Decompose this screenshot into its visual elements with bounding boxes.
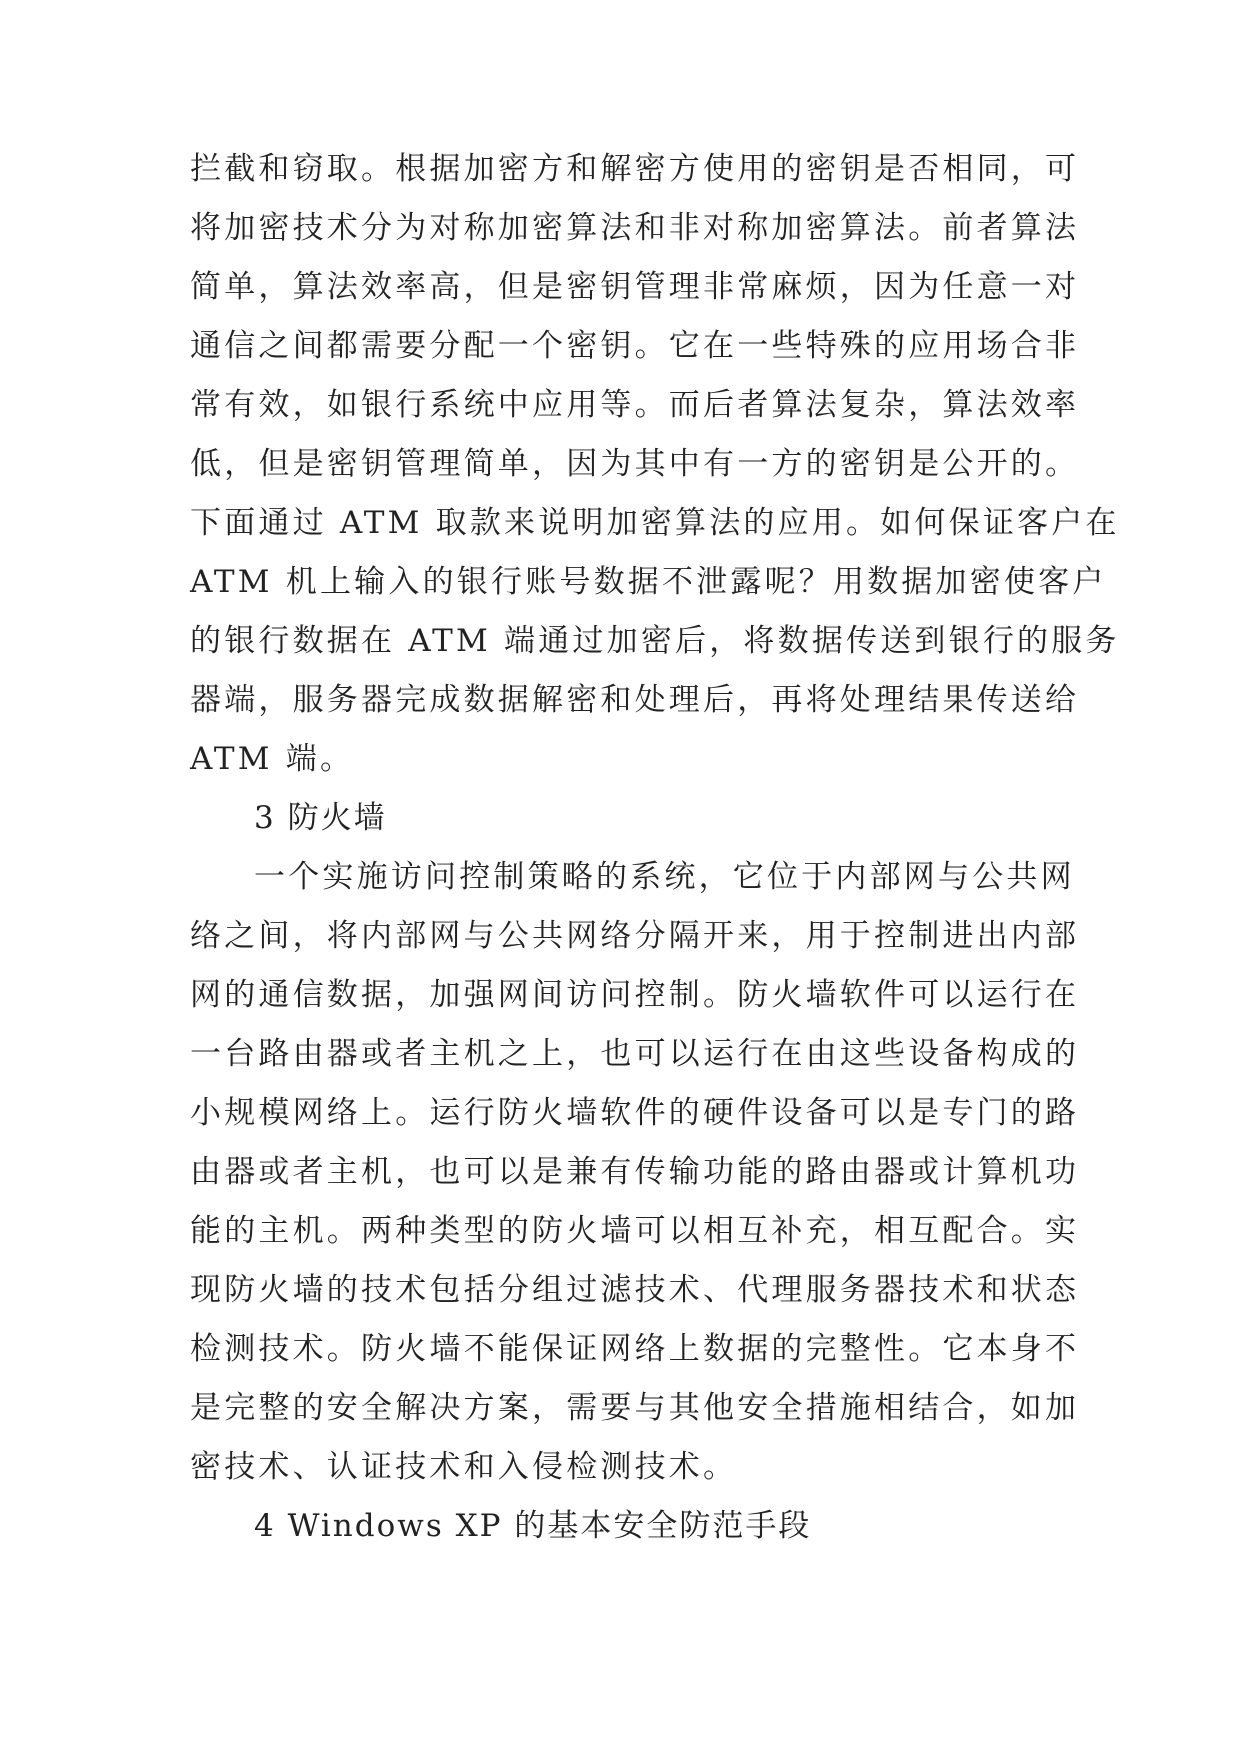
paragraph-1-line: ATM 端。 (190, 741, 355, 777)
paragraph-2-line: 小规模网络上。运行防火墙软件的硬件设备可以是专门的路 (190, 1095, 1080, 1131)
paragraph-1-line: ATM 机上输入的银行账号数据不泄露呢？用数据加密使客户 (190, 564, 1107, 600)
paragraph-1-line: 的银行数据在 ATM 端通过加密后，将数据传送到银行的服务 (190, 623, 1120, 659)
paragraph-2-line: 能的主机。两种类型的防火墙可以相互补充，相互配合。实 (190, 1213, 1080, 1249)
paragraph-1-line: 下面通过 ATM 取款来说明加密算法的应用。如何保证客户在 (190, 505, 1120, 541)
paragraph-2-line: 一个实施访问控制策略的系统，它位于内部网与公共网 (254, 859, 1075, 895)
paragraph-1-line: 通信之间都需要分配一个密钥。它在一些特殊的应用场合非 (190, 328, 1080, 364)
paragraph-2-line: 络之间，将内部网与公共网络分隔开来，用于控制进出内部 (190, 918, 1080, 954)
paragraph-2-line: 是完整的安全解决方案，需要与其他安全措施相结合，如加 (190, 1390, 1080, 1426)
section-heading-3: 3 防火墙 (254, 800, 387, 836)
paragraph-2-line: 检测技术。防火墙不能保证网络上数据的完整性。它本身不 (190, 1331, 1080, 1367)
paragraph-2-line: 现防火墙的技术包括分组过滤技术、代理服务器技术和状态 (190, 1272, 1080, 1308)
paragraph-2-line: 一台路由器或者主机之上，也可以运行在由这些设备构成的 (190, 1036, 1080, 1072)
paragraph-1-line: 将加密技术分为对称加密算法和非对称加密算法。前者算法 (190, 210, 1080, 246)
paragraph-1-line: 拦截和窃取。根据加密方和解密方使用的密钥是否相同，可 (190, 151, 1080, 187)
paragraph-1-line: 常有效，如银行系统中应用等。而后者算法复杂，算法效率 (190, 387, 1080, 423)
section-heading-4: 4 Windows XP 的基本安全防范手段 (254, 1508, 812, 1544)
paragraph-1-line: 器端，服务器完成数据解密和处理后，再将处理结果传送给 (190, 682, 1080, 718)
paragraph-2-line: 由器或者主机，也可以是兼有传输功能的路由器或计算机功 (190, 1154, 1080, 1190)
paragraph-1-line: 简单，算法效率高，但是密钥管理非常麻烦，因为任意一对 (190, 269, 1080, 305)
paragraph-2-line: 密技术、认证技术和入侵检测技术。 (190, 1449, 738, 1485)
paragraph-2-line: 网的通信数据，加强网间访问控制。防火墙软件可以运行在 (190, 977, 1080, 1013)
paragraph-1-line: 低，但是密钥管理简单，因为其中有一方的密钥是公开的。 (190, 446, 1080, 482)
